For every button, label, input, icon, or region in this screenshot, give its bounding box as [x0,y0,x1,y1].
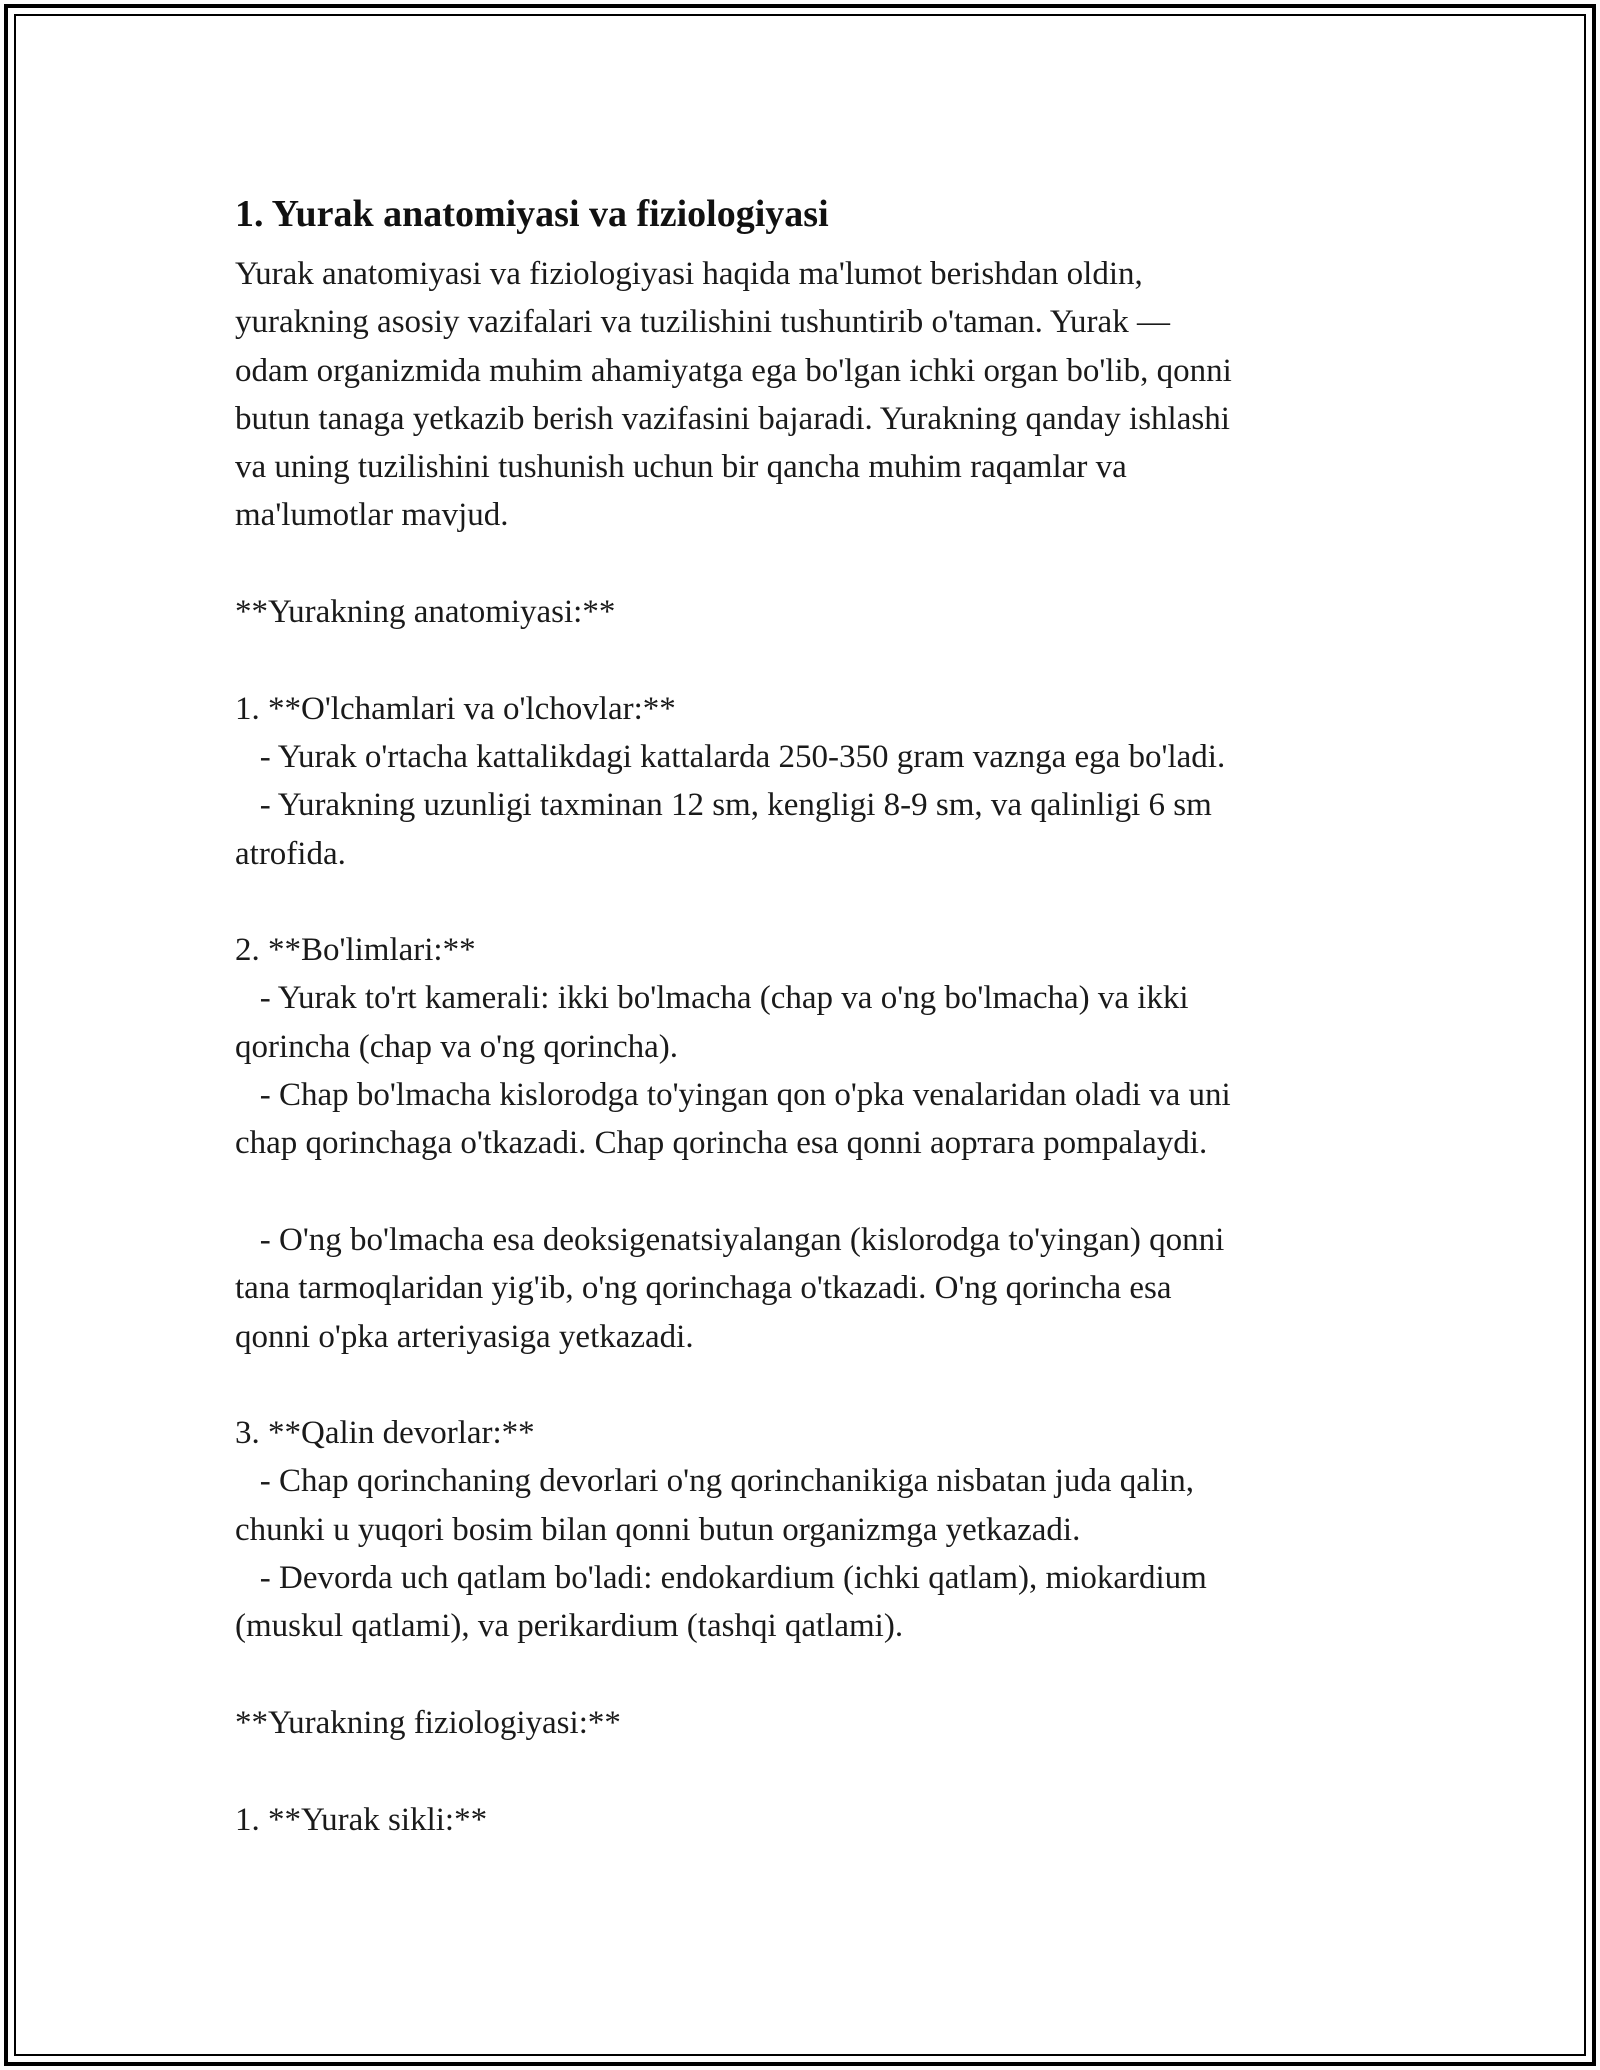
document-title: 1. Yurak anatomiyasi va fiziologiyasi [235,193,829,235]
document-body-text: Yurak anatomiyasi va fiziologiyasi haqida ma'lumot berishdan oldin, yurakning asosiy vazifalari va tuzilishini tushuntirib o'taman. Yurak — odam organizmida muhim ahamiyatga ega bo'lgan ichki organ bo'lib, qonni butun tanaga yetkazib berish vazifasini bajaradi. Yurakning qanday ishlashi va uning tuzilishini tushunish uchun bir qancha muhim raqamlar va ma'lumotlar mavjud. **Yurakning anatomiyasi:** 1. **O'lchamlari va o'lchovlar:** - Yurak o'rtacha kattalikdagi kattalarda 250-350 gram vaznga ega bo'ladi. - Yurakning uzunligi taxminan 12 sm, kengligi 8-9 sm, va qalinligi 6 sm atrofida. 2. **Bo'limlari:** - Yurak to'rt kamerali: ikki bo'lmacha (chap va o'ng bo'lmacha) va ikki qorincha (chap va o'ng qorincha). - Chap bo'lmacha kislorodga to'yingan qon o'pka venalaridan oladi va uni chap qorinchaga o'tkazadi. Chap qorincha esa qonni аортага pompalaydi. - O'ng bo'lmacha esa deoksigenatsiyalangan (kislorodga to'yingan) qonni tana tarmoqlaridan yig'ib, o'ng qorinchaga o'tkazadi. O'ng qorincha esa qonni o'pka arteriyasiga yetkazadi. 3. **Qalin devorlar:** - Chap qorinchaning devorlari o'ng qorinchanikiga nisbatan juda qalin, chunki u yuqori bosim bilan qonni butun organizmga yetkazadi. - Devorda uch qatlam bo'ladi: endokardium (ichki qatlam), miokardium (muskul qatlami), va perikardium (tashqi qatlami). **Yurakning fiziologiyasi:** 1. **Yurak sikli:** [235,256,1232,1838]
document-page [235,188,1375,1844]
